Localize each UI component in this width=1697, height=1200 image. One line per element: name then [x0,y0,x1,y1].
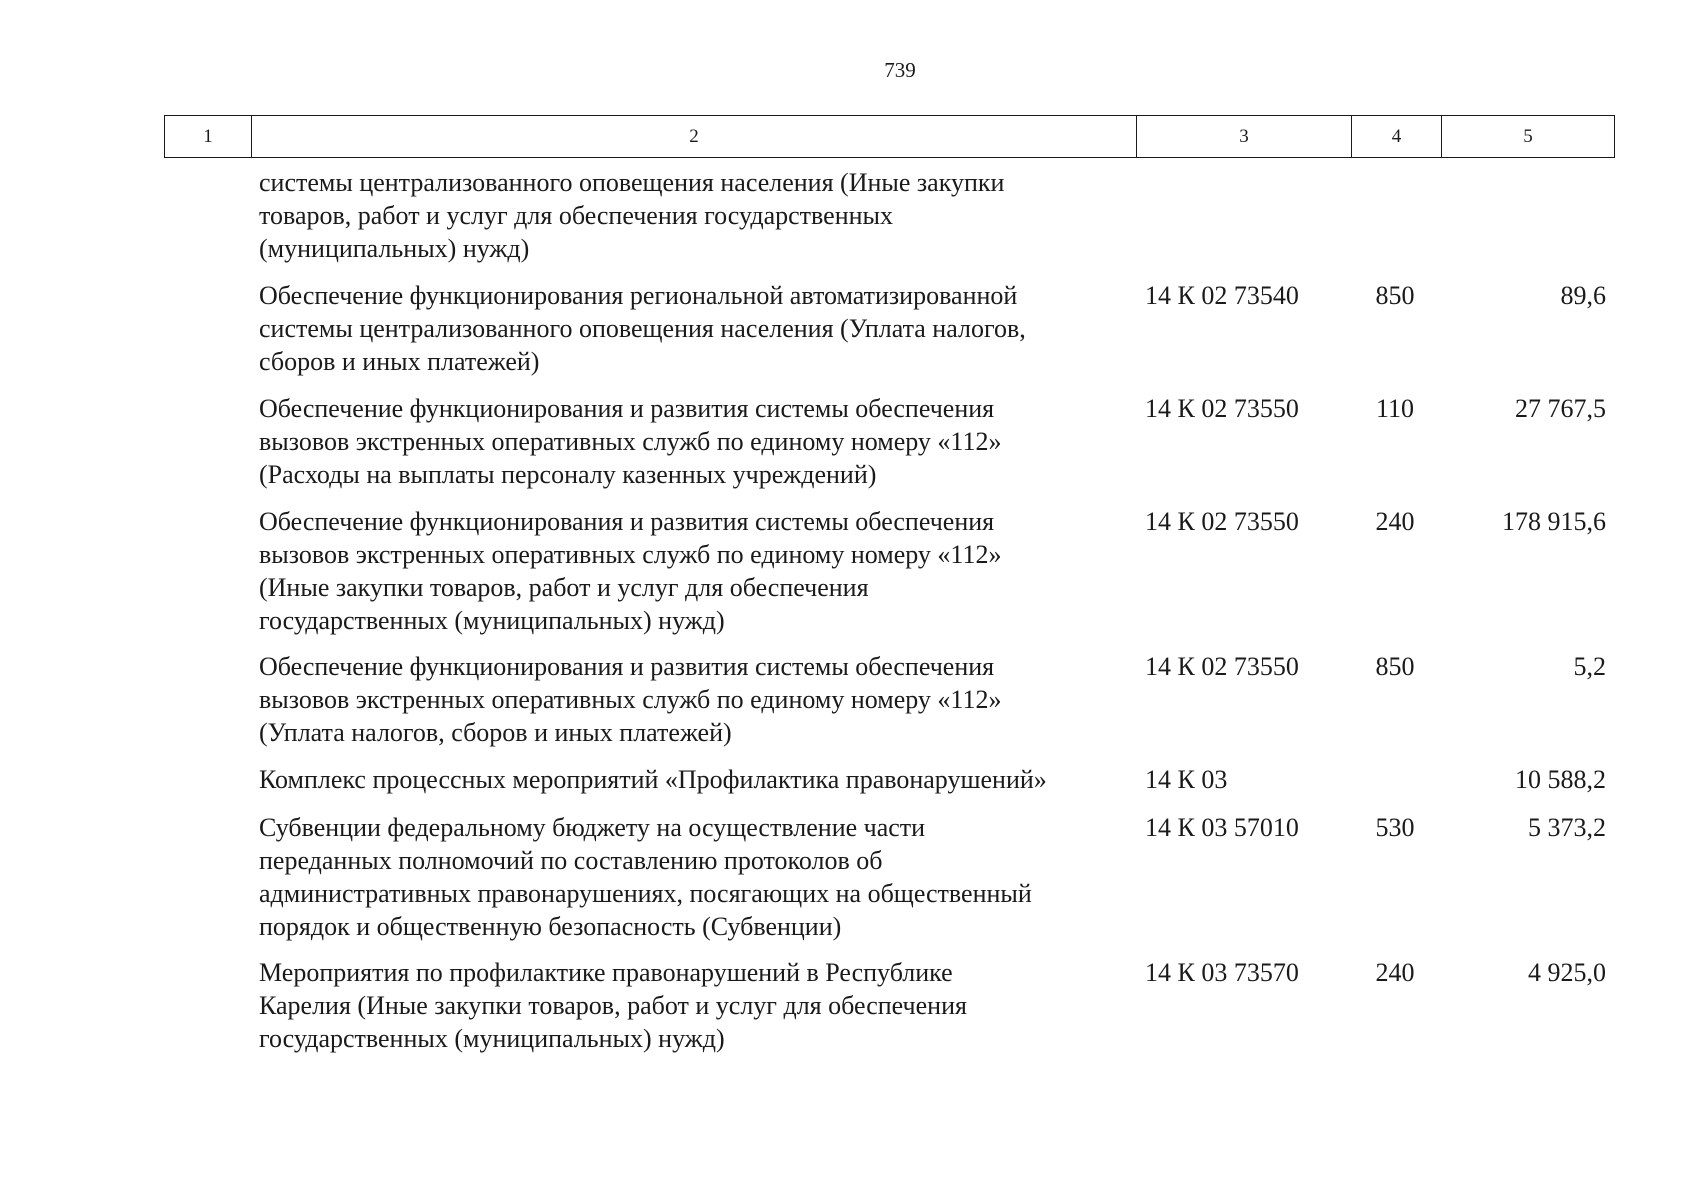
table-header [164,115,1615,158]
row-expense-type: 110 [1375,394,1415,423]
description-line: Субвенции федеральному бюджету на осуществление части [259,813,926,842]
table-row [0,392,1697,491]
description-line: (муниципальных) нужд) [259,234,530,263]
row-description [259,763,1129,796]
row-description [259,392,1129,491]
row-amount: 27 767,5 [1515,394,1606,423]
row-amount: 5,2 [1573,652,1606,681]
row-description [259,166,1129,265]
header-col-4: 4 [1352,116,1442,157]
row-description [259,650,1129,749]
table-row [0,505,1697,637]
row-amount: 10 588,2 [1515,765,1606,794]
description-line: сборов и иных платежей) [259,347,540,376]
row-description [259,811,1129,943]
description-line: порядок и общественную безопасность (Субвенции) [259,912,842,941]
row-code: 14 К 02 73540 [1145,281,1299,310]
table-row [0,956,1697,1055]
header-col-1: 1 [165,116,252,157]
description-line: вызовов экстренных оперативных служб по единому номеру «112» [259,540,1002,569]
description-line: вызовов экстренных оперативных служб по единому номеру «112» [259,685,1002,714]
row-description [259,279,1129,378]
header-col-3: 3 [1137,116,1352,157]
description-line: Обеспечение функционирования и развития системы обеспечения [259,652,995,681]
row-description [259,956,1129,1055]
row-code: 14 К 02 73550 [1145,652,1299,681]
table-row [0,763,1697,796]
description-line: (Расходы на выплаты персоналу казенных учреждений) [259,460,877,489]
description-line: товаров, работ и услуг для обеспечения государственных [259,201,893,230]
row-expense-type: 240 [1375,958,1415,987]
description-line: переданных полномочий по составлению протоколов об [259,846,883,875]
description-line: Обеспечение функционирования региональной автоматизированной [259,281,1018,310]
header-col-2: 2 [252,116,1137,157]
table-row [0,166,1697,265]
row-expense-type: 850 [1375,281,1415,310]
row-amount: 5 373,2 [1528,813,1606,842]
row-description [259,505,1129,637]
description-line: Комплекс процессных мероприятий «Профилактика правонарушений» [259,765,1047,794]
description-line: Мероприятия по профилактике правонарушений в Республике [259,958,953,987]
row-code: 14 К 02 73550 [1145,394,1299,423]
table-row [0,650,1697,749]
row-code: 14 К 03 [1145,765,1228,794]
description-line: системы централизованного оповещения населения (Уплата налогов, [259,314,1026,343]
row-code: 14 К 02 73550 [1145,507,1299,536]
page-number: 739 [884,58,916,82]
row-amount: 89,6 [1560,281,1606,310]
description-line: (Уплата налогов, сборов и иных платежей) [259,718,732,747]
row-code: 14 К 03 73570 [1145,958,1299,987]
description-line: (Иные закупки товаров, работ и услуг для обеспечения [259,573,869,602]
header-col-5: 5 [1523,125,1533,147]
description-line: административных правонарушениях, посягающих на общественный [259,879,1032,908]
row-expense-type: 240 [1375,507,1415,536]
row-expense-type: 530 [1375,813,1415,842]
row-amount: 4 925,0 [1528,958,1606,987]
description-line: государственных (муниципальных) нужд) [259,1024,725,1053]
row-expense-type: 850 [1375,652,1415,681]
description-line: Карелия (Иные закупки товаров, работ и услуг для обеспечения [259,991,967,1020]
row-amount: 178 915,6 [1502,507,1606,536]
description-line: Обеспечение функционирования и развития системы обеспечения [259,507,995,536]
description-line: государственных (муниципальных) нужд) [259,606,725,635]
table-row [0,811,1697,943]
table-row [0,279,1697,378]
row-code: 14 К 03 57010 [1145,813,1299,842]
description-line: системы централизованного оповещения населения (Иные закупки [259,168,1005,197]
description-line: Обеспечение функционирования и развития системы обеспечения [259,394,995,423]
description-line: вызовов экстренных оперативных служб по единому номеру «112» [259,427,1002,456]
